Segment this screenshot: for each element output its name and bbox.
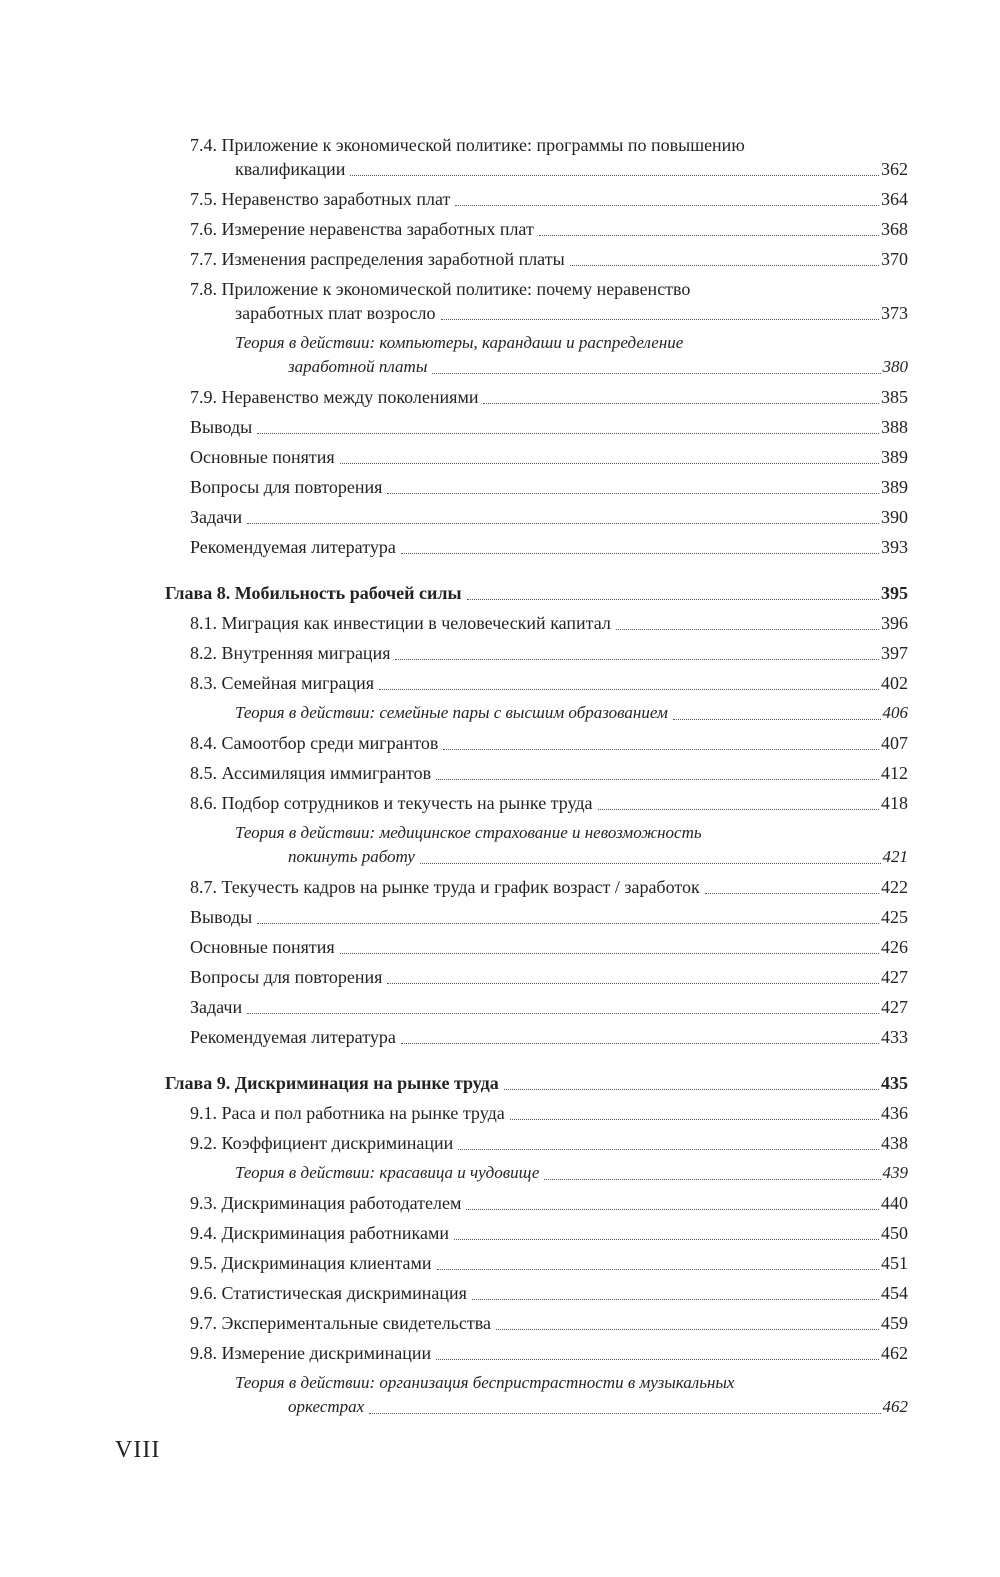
dot-leader <box>436 767 879 780</box>
entry-title: Глава 8. Мобильность рабочей силы <box>165 583 462 603</box>
entry-title-line: Теория в действии: организация беспристрастности в музыкальных <box>235 1373 735 1392</box>
toc-entry <box>165 1281 908 1305</box>
dot-leader <box>539 223 879 236</box>
entry-title: 9.2. Коэффициент дискриминации <box>190 1133 454 1153</box>
entry-title: Теория в действии: красавица и чудовище <box>235 1163 540 1182</box>
dot-leader <box>257 911 879 924</box>
dot-leader <box>544 1167 880 1180</box>
dot-leader <box>496 1317 879 1330</box>
toc-entry <box>165 1251 908 1275</box>
toc-entry <box>165 157 908 181</box>
entry-title: Выводы <box>190 417 253 437</box>
entry-title: оркестрах <box>288 1397 365 1416</box>
entry-page-number: 396 <box>881 613 908 633</box>
entry-page-number: 427 <box>881 967 908 987</box>
entry-page-number: 462 <box>881 1343 908 1363</box>
entry-title: Основные понятия <box>190 937 335 957</box>
entry-title: 8.5. Ассимиляция иммигрантов <box>190 763 432 783</box>
entry-title-line: Теория в действии: медицинское страхование и невозможность <box>235 823 702 842</box>
toc-entry <box>165 385 908 409</box>
toc-entry <box>165 875 908 899</box>
toc-entry <box>165 217 908 241</box>
entry-page-number: 388 <box>881 417 908 437</box>
dot-leader <box>401 1031 879 1044</box>
entry-page-number: 462 <box>882 1397 908 1416</box>
entry-title: Основные понятия <box>190 447 335 467</box>
dot-leader <box>454 1227 879 1240</box>
entry-title: 8.2. Внутренняя миграция <box>190 643 391 663</box>
dot-leader <box>247 1001 879 1014</box>
entry-page-number: 385 <box>881 387 908 407</box>
entry-page-number: 435 <box>881 1073 908 1093</box>
dot-leader <box>705 881 879 894</box>
entry-title: Рекомендуемая литература <box>190 537 396 557</box>
dot-leader <box>340 941 879 954</box>
toc-entry <box>165 641 908 665</box>
toc-entry <box>165 1341 908 1365</box>
entry-page-number: 407 <box>881 733 908 753</box>
entry-page-number: 389 <box>881 447 908 467</box>
toc-entry <box>165 1131 908 1155</box>
entry-title-line: 7.4. Приложение к экономической политике: программы по повышению <box>190 135 745 155</box>
entry-title: 7.5. Неравенство заработных плат <box>190 189 451 209</box>
entry-title: Вопросы для повторения <box>190 967 383 987</box>
entry-title: Задачи <box>190 507 243 527</box>
toc-entry <box>165 445 908 469</box>
toc-entry <box>165 535 908 559</box>
dot-leader <box>432 361 880 374</box>
toc-entry <box>165 671 908 695</box>
entry-title: Теория в действии: семейные пары с высшим образованием <box>235 703 668 722</box>
entry-page-number: 373 <box>881 303 908 323</box>
entry-title: Рекомендуемая литература <box>190 1027 396 1047</box>
entry-title: заработных плат возросло <box>235 303 436 323</box>
dot-leader <box>467 587 879 600</box>
entry-title-line: Теория в действии: компьютеры, карандаши и распределение <box>235 333 684 352</box>
entry-title: 8.4. Самоотбор среди мигрантов <box>190 733 439 753</box>
toc-entry <box>165 731 908 755</box>
dot-leader <box>387 971 879 984</box>
toc-entry <box>165 935 908 959</box>
dot-leader <box>458 1137 879 1150</box>
toc-entry <box>165 995 908 1019</box>
toc-entry <box>165 505 908 529</box>
entry-page-number: 370 <box>881 249 908 269</box>
entry-title-line: 7.8. Приложение к экономической политике: почему неравенство <box>190 279 691 299</box>
entry-page-number: 425 <box>881 907 908 927</box>
entry-title: 9.7. Экспериментальные свидетельства <box>190 1313 491 1333</box>
entry-page-number: 390 <box>881 507 908 527</box>
toc-entry <box>165 905 908 929</box>
entry-title: Глава 9. Дискриминация на рынке труда <box>165 1073 499 1093</box>
dot-leader <box>466 1197 879 1210</box>
entry-title: Выводы <box>190 907 253 927</box>
entry-page-number: 433 <box>881 1027 908 1047</box>
entry-page-number: 406 <box>882 703 908 722</box>
dot-leader <box>395 647 879 660</box>
entry-title: 9.1. Раса и пол работника на рынке труда <box>190 1103 505 1123</box>
entry-page-number: 397 <box>881 643 908 663</box>
toc-entry <box>165 701 908 725</box>
entry-page-number: 450 <box>881 1223 908 1243</box>
dot-leader <box>483 391 879 404</box>
dot-leader <box>504 1077 879 1090</box>
entry-title: 9.8. Измерение дискриминации <box>190 1343 432 1363</box>
entry-title: 9.6. Статистическая дискриминация <box>190 1283 467 1303</box>
entry-title: 8.6. Подбор сотрудников и текучесть на рынке труда <box>190 793 593 813</box>
entry-title: 9.5. Дискриминация клиентами <box>190 1253 432 1273</box>
entry-page-number: 438 <box>881 1133 908 1153</box>
entry-title: 8.1. Миграция как инвестиции в человеческий капитал <box>190 613 611 633</box>
dot-leader <box>350 163 879 176</box>
dot-leader <box>401 541 879 554</box>
entry-page-number: 380 <box>882 357 908 376</box>
toc-entry <box>165 791 908 815</box>
toc-entry <box>165 475 908 499</box>
dot-leader <box>441 307 879 320</box>
toc-entry <box>165 845 908 869</box>
entry-page-number: 451 <box>881 1253 908 1273</box>
dot-leader <box>257 421 879 434</box>
toc-entry <box>165 1395 908 1419</box>
dot-leader <box>436 1347 879 1360</box>
entry-title: 7.7. Изменения распределения заработной платы <box>190 249 565 269</box>
entry-title: покинуть работу <box>288 847 415 866</box>
entry-page-number: 418 <box>881 793 908 813</box>
toc-entry <box>165 581 908 605</box>
entry-title: 9.4. Дискриминация работниками <box>190 1223 449 1243</box>
entry-title: Вопросы для повторения <box>190 477 383 497</box>
dot-leader <box>387 481 879 494</box>
entry-page-number: 364 <box>881 189 908 209</box>
entry-title: 9.3. Дискриминация работодателем <box>190 1193 462 1213</box>
dot-leader <box>437 1257 879 1270</box>
dot-leader <box>455 193 879 206</box>
entry-page-number: 412 <box>881 763 908 783</box>
toc-entry <box>165 415 908 439</box>
toc-entry <box>165 611 908 635</box>
dot-leader <box>420 851 881 864</box>
toc-entry <box>165 1071 908 1095</box>
toc-entry <box>165 247 908 271</box>
toc-entry <box>165 965 908 989</box>
toc-entry <box>165 1221 908 1245</box>
toc-entry <box>165 1025 908 1049</box>
entry-title: 7.6. Измерение неравенства заработных плат <box>190 219 534 239</box>
entry-page-number: 421 <box>882 847 908 866</box>
page-number: VIII <box>115 1437 161 1463</box>
dot-leader <box>616 617 879 630</box>
entry-page-number: 440 <box>881 1193 908 1213</box>
dot-leader <box>472 1287 879 1300</box>
dot-leader <box>510 1107 879 1120</box>
entry-page-number: 362 <box>881 159 908 179</box>
entry-page-number: 395 <box>881 583 908 603</box>
entry-page-number: 422 <box>881 877 908 897</box>
toc-entry <box>165 1311 908 1335</box>
toc-entry <box>165 301 908 325</box>
entry-page-number: 427 <box>881 997 908 1017</box>
dot-leader <box>369 1401 880 1414</box>
toc-entry <box>165 187 908 211</box>
entry-page-number: 402 <box>881 673 908 693</box>
entry-page-number: 454 <box>881 1283 908 1303</box>
dot-leader <box>247 511 879 524</box>
entry-title: 8.7. Текучесть кадров на рынке труда и график возраст / заработок <box>190 877 700 897</box>
entry-page-number: 439 <box>882 1163 908 1182</box>
dot-leader <box>443 737 879 750</box>
toc-entry <box>165 761 908 785</box>
entry-title: 8.3. Семейная миграция <box>190 673 375 693</box>
dot-leader <box>379 677 879 690</box>
dot-leader <box>570 253 879 266</box>
toc-entry <box>165 355 908 379</box>
entry-title: 7.9. Неравенство между поколениями <box>190 387 479 407</box>
entry-page-number: 368 <box>881 219 908 239</box>
entry-title: заработной платы <box>288 357 428 376</box>
dot-leader <box>598 797 879 810</box>
dot-leader <box>340 451 879 464</box>
entry-page-number: 393 <box>881 537 908 557</box>
entry-page-number: 436 <box>881 1103 908 1123</box>
dot-leader <box>673 707 881 720</box>
entry-page-number: 459 <box>881 1313 908 1333</box>
entry-page-number: 426 <box>881 937 908 957</box>
toc-entry <box>165 1101 908 1125</box>
entry-page-number: 389 <box>881 477 908 497</box>
table-of-contents <box>165 133 908 1419</box>
toc-entry <box>165 1191 908 1215</box>
toc-entry <box>165 1161 908 1185</box>
entry-title: квалификации <box>235 159 346 179</box>
entry-title: Задачи <box>190 997 243 1017</box>
